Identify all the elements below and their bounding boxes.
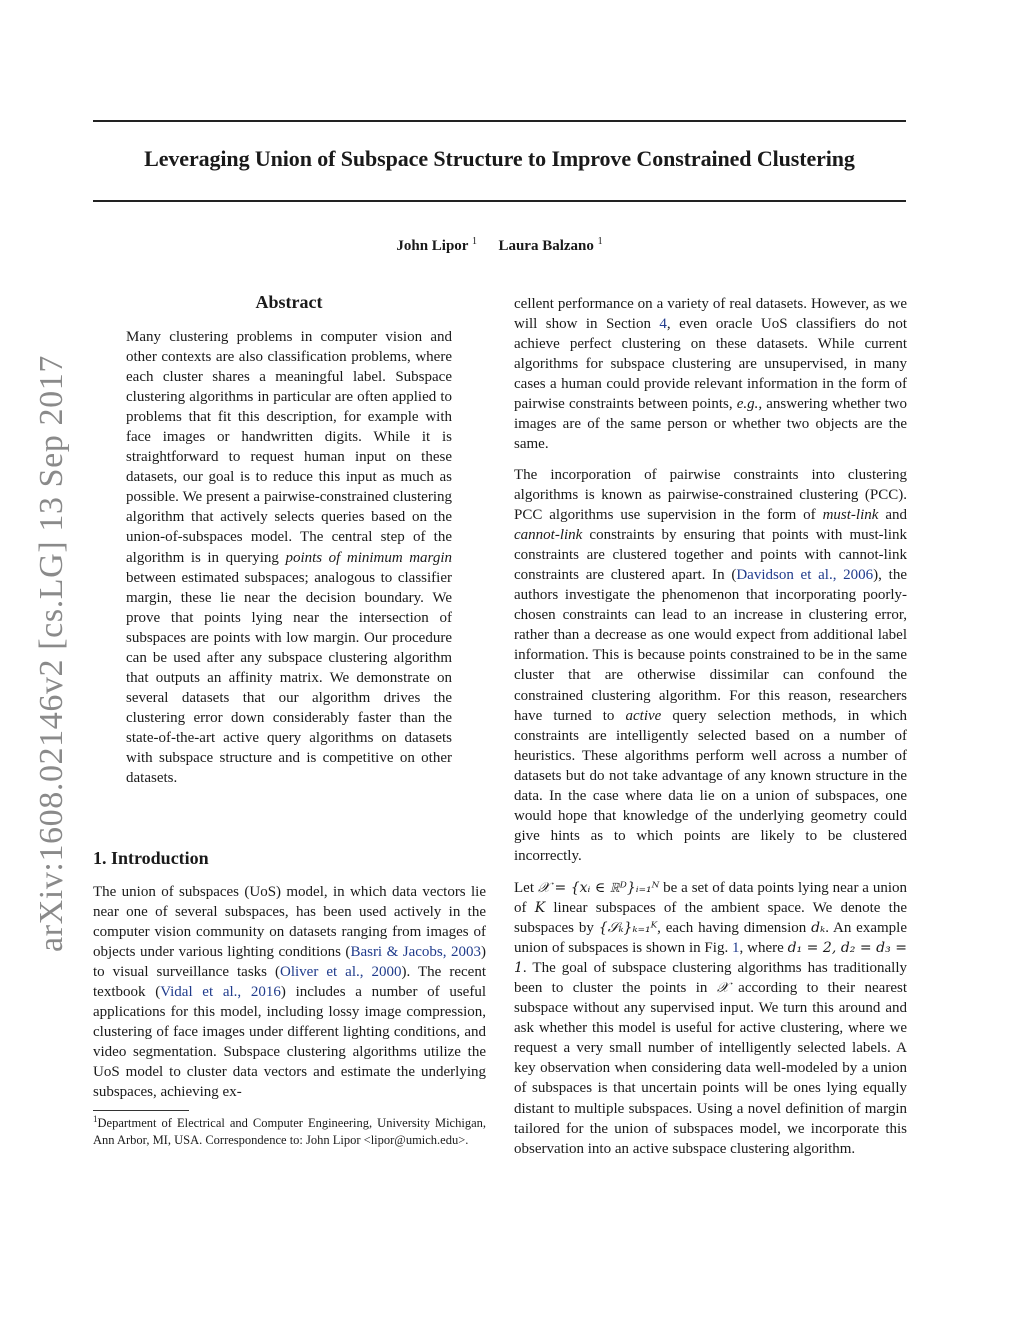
abstract-body: Many clustering problems in computer vision and other contexts are also classification problems, where each cluster shares a meaningful label. Subspace clustering algorithms in particular are often applied to problems that fit this description, for example with face images or handwritten digits. While it is straightforward to request human input on these datasets, our goal is to reduce this input as much as possible. We present a pairwise-constrained clustering algorithm that actively selects queries based on the union-of-subspaces model. The central step of the algorithm is in querying points of minimum margin between estimated subspaces; analogous to classifier margin, these lie near the decision boundary. We prove that points lying near the intersection of subspaces are points with low margin. Our procedure can be used after any subspace clustering algorithm that outputs an affinity matrix. We demonstrate on several datasets that our algorithm drives the clustering error down considerably faster than the state-of-the-art active query algorithms on datasets with subspace structure and is competitive on other datasets.	[126, 329, 452, 787]
emphasis-text: e.g.,	[736, 396, 763, 413]
affiliation-mark: 1	[471, 236, 477, 247]
author-name: Laura Balzano	[498, 238, 594, 254]
citation-link[interactable]: Basri & Jacobs, 2003	[350, 944, 481, 961]
author-name: John Lipor	[396, 238, 469, 254]
title-rule-bottom	[93, 200, 906, 202]
body-paragraph: cellent performance on a variety of real datasets. However, as we will show in Section 4, even oracle UoS classifiers do not achieve perfect clustering on these datasets. While current algorithms for subspace clustering are unsupervised, in many cases a human could provide relevant information in the form of pairwise constraints between points, e.g., answering whether two images are of the same person or whether two objects are the same.	[514, 296, 907, 453]
emphasis-text: cannot-link	[514, 527, 583, 544]
math-expression: d₁ = 2, d₂ = d₃ = 1	[514, 940, 907, 977]
math-expression: 𝒳	[716, 980, 729, 997]
affiliation-footnote: $^1$Department of Electrical and Computer Engineering, University Michigan, Ann Arbor, MI, USA. Correspondence to: John Lipor <lipor@umich.edu>.	[93, 1113, 486, 1147]
author-list	[93, 236, 906, 255]
math-expression: 𝒳 = {xᵢ ∈ ℝᴰ}ᵢ₌₁ᴺ	[537, 880, 660, 896]
citation-link[interactable]: Oliver et al., 2000	[280, 964, 402, 981]
paper-title: Leveraging Union of Subspace Structure to Improve Constrained Clustering	[144, 146, 855, 171]
section-reference-link[interactable]: 4	[659, 316, 667, 333]
math-expression: {𝒮ₖ}ₖ₌₁ᴷ	[598, 920, 658, 937]
body-paragraph: The incorporation of pairwise constraints into clustering algorithms is known as pairwise-constrained clustering (PCC). PCC algorithms use supervision in the form of must-link and cannot-link constraints by ensuring that points with must-link constraints are clustered together and points with cannot-link constraints are clustered apart. In (Davidson et al., 2006), the authors investigate the phenomenon that incorporating poorly-chosen constraints can lead to an increase in clustering error, rather than a decrease as one would expect from additional label information. This is because points constrained to be in the same cluster that are otherwise dissimilar can confound the constrained clustering algorithm. For this reason, researchers have turned to active query selection methods, in which constraints are intelligently selected based on a number of heuristics. These algorithms perform well across a number of datasets but do not take advantage of any known structure in the data. In the case where data lie on a union of subspaces, one would hope that knowledge of the underlying geometry could give hints as to which points are likely to be clustered incorrectly.	[514, 467, 907, 864]
citation-link[interactable]: Vidal et al., 2016	[160, 984, 281, 1001]
math-expression: dₖ	[811, 920, 826, 937]
introduction-paragraph: The union of subspaces (UoS) model, in which data vectors lie near one of several subspaces, has been used actively in the computer vision community on datasets ranging from images of objects under various lighting conditions (Basri & Jacobs, 2003) to visual surveillance tasks (Oliver et al., 2000). The recent textbook (Vidal et al., 2016) includes a number of useful applications for this model, including lossy image compression, clustering of face images under different lighting conditions, and video segmentation. Subspace clustering algorithms utilize the UoS model to cluster data vectors and estimate the underlying subspaces, achieving ex-	[93, 884, 486, 1101]
body-paragraph: Let 𝒳 = {xᵢ ∈ ℝᴰ}ᵢ₌₁ᴺ be a set of data points lying near a union of K linear subspaces of the ambient space. We denote the subspaces by {𝒮ₖ}ₖ₌₁ᴷ, each having dimension dₖ. An example union of subspaces is shown in Fig. 1, where d₁ = 2, d₂ = d₃ = 1. The goal of subspace clustering algorithms has traditionally been to cluster the points in 𝒳 according to their nearest subspace without any supervised input. We turn this around and ask whether this model is useful for active clustering, where we request a very small number of intelligently selected labels. A key observation when considering data well-modeled by a union of subspaces is that uncertain points will be ones lying equally distant to multiple subspaces. Using a novel definition of margin tailored for the union of subspaces model, we incorporate this observation into an active subspace clustering algorithm.	[514, 880, 907, 1157]
math-expression: K	[534, 900, 546, 917]
footnote-rule	[93, 1110, 189, 1111]
figure-reference-link[interactable]: 1	[732, 940, 740, 957]
arxiv-sidebar-stamp: arXiv:1608.02146v2 [cs.LG] 13 Sep 2017	[33, 355, 70, 952]
emphasis-text: must-link	[822, 507, 879, 524]
abstract-heading: Abstract	[255, 292, 323, 312]
title-rule-top	[93, 120, 906, 122]
emphasis-text: points of minimum margin	[285, 549, 452, 566]
emphasis-text: active	[625, 707, 662, 724]
citation-link[interactable]: Davidson et al., 2006	[736, 567, 874, 584]
section-heading-introduction: 1. Introduction	[93, 848, 209, 868]
footnote-mark: 1	[93, 1113, 98, 1124]
affiliation-mark: 1	[597, 236, 603, 247]
